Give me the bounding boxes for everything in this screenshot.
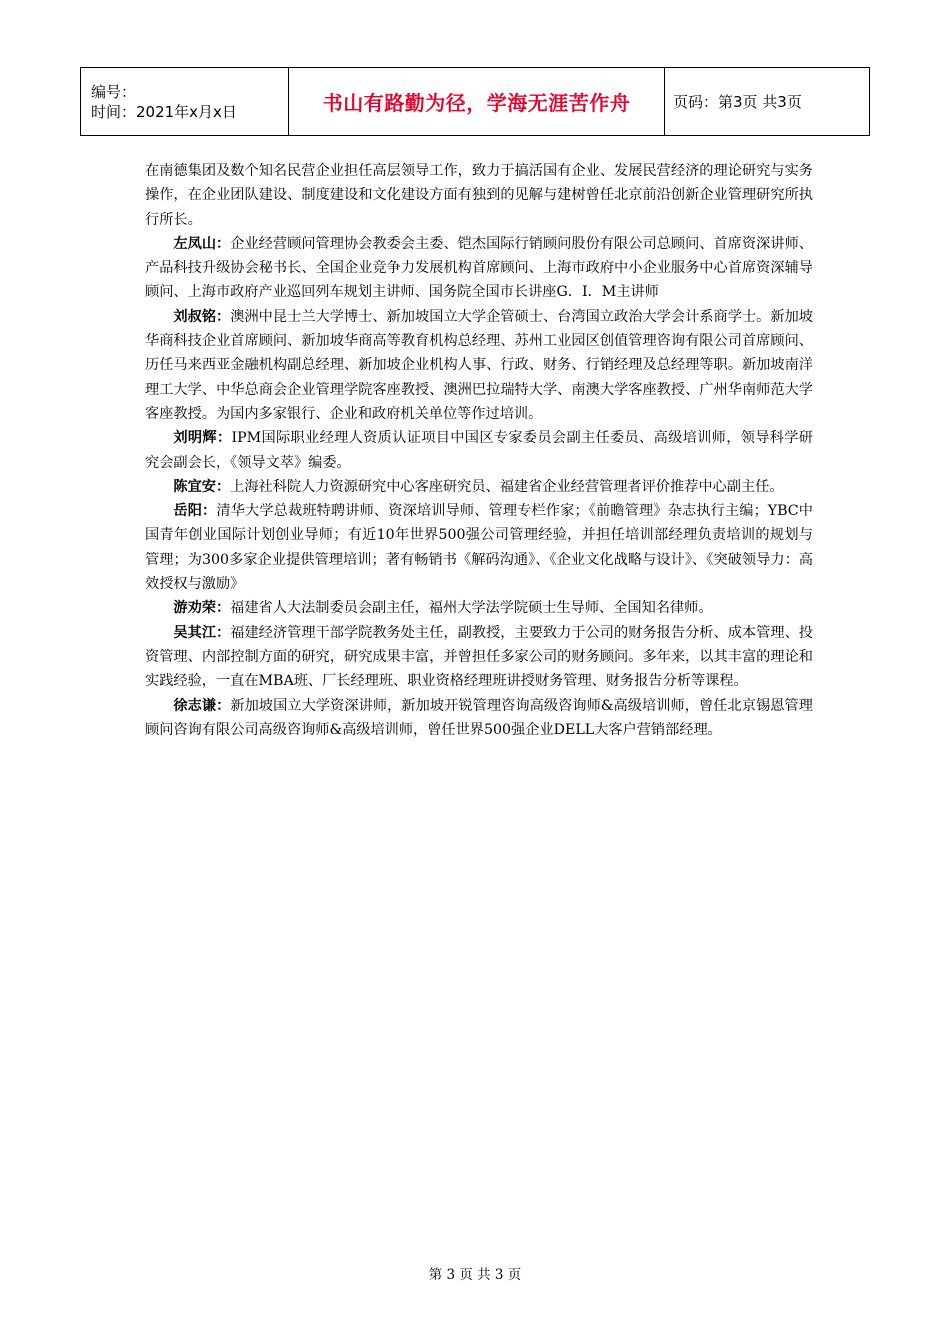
profile-text: 澳洲中昆士兰大学博士、新加坡国立大学企管硕士、台湾国立政治大学会计系商学士。新加坡华商科技企业首席顾问、新加坡华商高等教育机构总经理、苏州工业园区创值管理咨询有限公司首席顾问、历任马来西亚金融机构副总经理、新加坡企业机构人事、行政、财务、行销经理及总经理等职。新加坡南洋理工大学、中华总商会企业管理学院客座教授、澳洲巴拉瑞特大学、南澳大学客座教授、广州华南师范大学客座教授。为国内多家银行、企业和政府机关单位等作过培训。: [145, 308, 813, 422]
profile-text: 福建经济管理干部学院教务处主任，副教授，主要致力于公司的财务报告分析、成本管理、投资管理、内部控制方面的研究，研究成果丰富，并曾担任多家公司的财务顾问。多年来，以其丰富的理论和实践经验，一直在MBA班、厂长经理班、职业资格经理班讲授财务管理、财务报告分析等课程。: [145, 624, 813, 690]
profile-paragraph: [145, 596, 813, 620]
profile-paragraph: [145, 426, 813, 475]
profile-text: IPM国际职业经理人资质认证项目中国区专家委员会副主任委员、高级培训师，领导科学研究会副会长，《领导文萃》编委。: [145, 430, 813, 471]
profile-paragraph: [145, 694, 813, 743]
document-time-label: 时间：2021年x月x日: [91, 102, 237, 121]
profile-text: 企业经营顾问管理协会教委会主委、铠杰国际行销顾问股份有限公司总顾问、首席资深讲师、产品科技升级协会秘书长、全国企业竞争力发展机构首席顾问、上海市政府中小企业服务中心首席资深辅导顾问、上海市政府产业巡回列车规划主讲师、国务院全国市长讲座G．I．M主讲师: [145, 235, 813, 301]
profile-text: 新加坡国立大学资深讲师，新加坡开锐管理咨询高级咨询师&高级培训师，曾任北京锡恩管理顾问咨询有限公司高级咨询师&高级培训师，曾任世界500强企业DELL大客户营销部经理。: [145, 697, 813, 738]
profile-text: 清华大学总裁班特聘讲师、资深培训导师、管理专栏作家；《前瞻管理》杂志执行主编；YBC中国青年创业国际计划创业导师；有近10年世界500强公司管理经验，并担任培训部经理负责培训的规划与管理；为300多家企业提供管理培训；著有畅销书《解码沟通》、《企业文化战略与设计》、《突破领导力：高效授权与激励》: [145, 503, 813, 593]
profile-text: 福建省人大法制委员会副主任，福州大学法学院硕士生导师、全国知名律师。: [230, 600, 713, 617]
page-footer: 第 3 页 共 3 页: [428, 1267, 522, 1283]
profile-paragraph: [145, 621, 813, 694]
profile-name: 吴其江：: [173, 624, 231, 641]
profile-name: 徐志谦：: [173, 697, 231, 714]
profile-name: 陈宜安：: [173, 478, 231, 495]
profile-paragraph: [145, 305, 813, 426]
profile-paragraph: [145, 232, 813, 305]
profile-name: 左凤山：: [173, 235, 231, 252]
intro-paragraph: 在南德集团及数个知名民营企业担任高层领导工作，致力于搞活国有企业、发展民营经济的理论研究与实务操作，在企业团队建设、制度建设和文化建设方面有独到的见解与建树曾任北京前沿创新企业管理研究所执行所长。: [145, 163, 813, 228]
header-slogan: 书山有路勤为径，学海无涯苦作舟: [289, 68, 665, 136]
profile-paragraph: [145, 499, 813, 596]
header-meta: [81, 68, 289, 136]
document-body: [145, 159, 813, 742]
page-header: [80, 67, 870, 136]
profile-name: 刘叔铭：: [173, 308, 231, 325]
profile-name: 刘明辉：: [173, 430, 232, 447]
profile-name: 岳阳：: [173, 503, 217, 520]
profile-name: 游劝荣：: [173, 600, 231, 617]
header-page-info: 页码：第3页 共3页: [665, 68, 870, 136]
document-number-label: 编号：: [91, 82, 137, 101]
profile-text: 上海社科院人力资源研究中心客座研究员、福建省企业经营管理者评价推荐中心副主任。: [230, 478, 784, 495]
profile-paragraph: [145, 475, 813, 499]
